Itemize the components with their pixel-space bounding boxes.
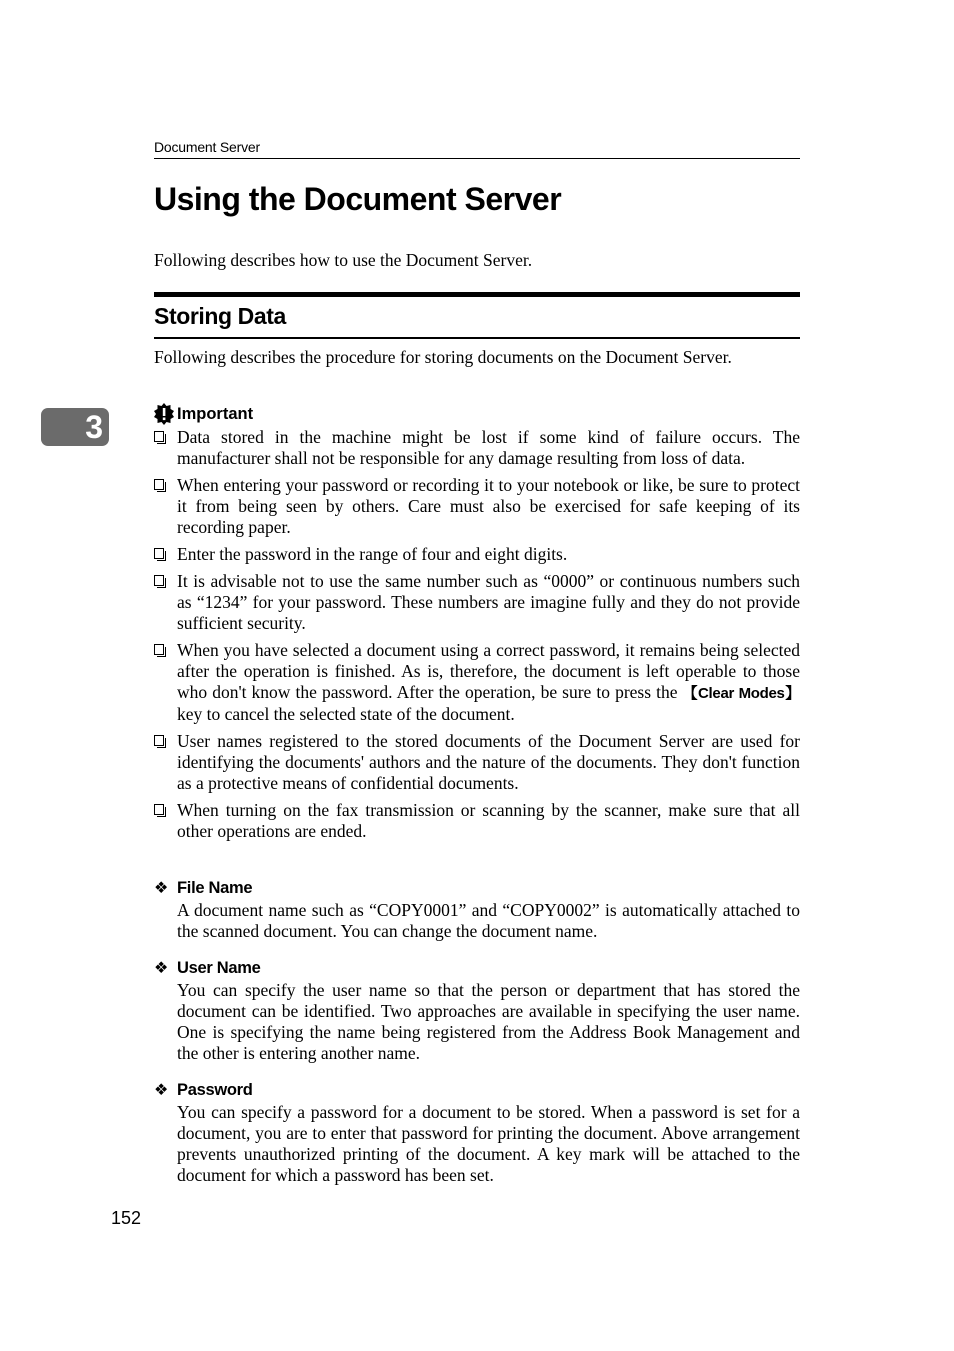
list-item: [154, 640, 800, 725]
checkbox-icon: [154, 479, 164, 490]
checkbox-icon: [154, 431, 164, 442]
clear-modes-key-label: 【Clear Modes】: [682, 685, 800, 702]
list-item-text: When entering your password or recording it to your notebook or like, be sure to protect it from being seen by others. Care must also be exercised for safe keeping of its recording paper.: [177, 475, 800, 537]
subsection-text-password: You can specify a password for a document to be stored. When a password is set for a document, you are to enter that password for printing the document. Above arrangement prevents unauthorized printing of the document. A key mark will be attached to the document for which a password has been set.: [177, 1102, 800, 1185]
important-icon: [154, 403, 174, 425]
page-number: 152: [111, 1208, 142, 1228]
list-item-text: When you have selected a document using a correct password, it remains being selected after the operation is finished. As is, therefore, the document is left operable to those who don't know the password. After the operation, be sure to press the: [177, 640, 800, 702]
section-bottom-rule: [154, 337, 800, 339]
intro-paragraph: Following describes how to use the Document Server.: [154, 250, 533, 270]
subsection-heading-user-name: [154, 959, 261, 978]
subsection-text-user-name: You can specify the user name so that the person or department that has stored the document can be identified. Two approaches are available in specifying the user name. One is specifying the name being registered from the Address Book Management and the other is entering another name.: [177, 980, 800, 1063]
diamond-bullet-icon: ❖: [154, 879, 169, 897]
list-item-text: When turning on the fax transmission or scanning by the scanner, make sure that all other operations are ended.: [177, 800, 800, 841]
important-heading: [154, 403, 253, 425]
list-item: [154, 731, 800, 794]
list-item-text-tail: key to cancel the selected state of the document.: [177, 704, 515, 724]
list-item: [154, 800, 800, 842]
list-item-text: Data stored in the machine might be lost if some kind of failure occurs. The manufacturer shall not be responsible for any damage resulting from loss of data.: [177, 427, 800, 468]
subsection-title: Password: [177, 1081, 253, 1099]
list-item-text: User names registered to the stored documents of the Document Server are used for identifying the documents' authors and the nature of the documents. They don't function as a protective means of confidential documents.: [177, 731, 800, 793]
list-item: [154, 475, 800, 538]
checkbox-icon: [154, 644, 164, 655]
list-item: [154, 544, 800, 565]
header-rule: [154, 158, 800, 159]
checkbox-icon: [154, 735, 164, 746]
list-item-text: It is advisable not to use the same number such as “0000” or continuous numbers such as “1234” for your password. These numbers are imagine fully and they do not provide sufficient security.: [177, 571, 800, 633]
checkbox-icon: [154, 548, 164, 559]
chapter-number: 3: [85, 409, 103, 445]
important-list: [154, 427, 800, 848]
subsection-title: User Name: [177, 959, 261, 977]
checkbox-icon: [154, 575, 164, 586]
important-label: Important: [177, 404, 254, 423]
subsection-title: File Name: [177, 879, 253, 897]
chapter-tab: [41, 408, 109, 446]
section-title: Storing Data: [154, 303, 286, 329]
subsection-heading-file-name: [154, 879, 252, 898]
subsection-heading-password: [154, 1081, 253, 1100]
subsection-text-file-name: A document name such as “COPY0001” and “COPY0002” is automatically attached to the scanned document. You can change the document name.: [177, 900, 800, 941]
running-header: Document Server: [154, 139, 260, 155]
diamond-bullet-icon: ❖: [154, 959, 169, 977]
diamond-bullet-icon: ❖: [154, 1081, 169, 1099]
list-item: [154, 427, 800, 469]
list-item-text: Enter the password in the range of four and eight digits.: [177, 544, 568, 564]
page-title: Using the Document Server: [154, 181, 562, 217]
section-top-rule: [154, 292, 800, 297]
checkbox-icon: [154, 804, 164, 815]
list-item: [154, 571, 800, 634]
section-intro: Following describes the procedure for storing documents on the Document Server.: [154, 347, 732, 367]
